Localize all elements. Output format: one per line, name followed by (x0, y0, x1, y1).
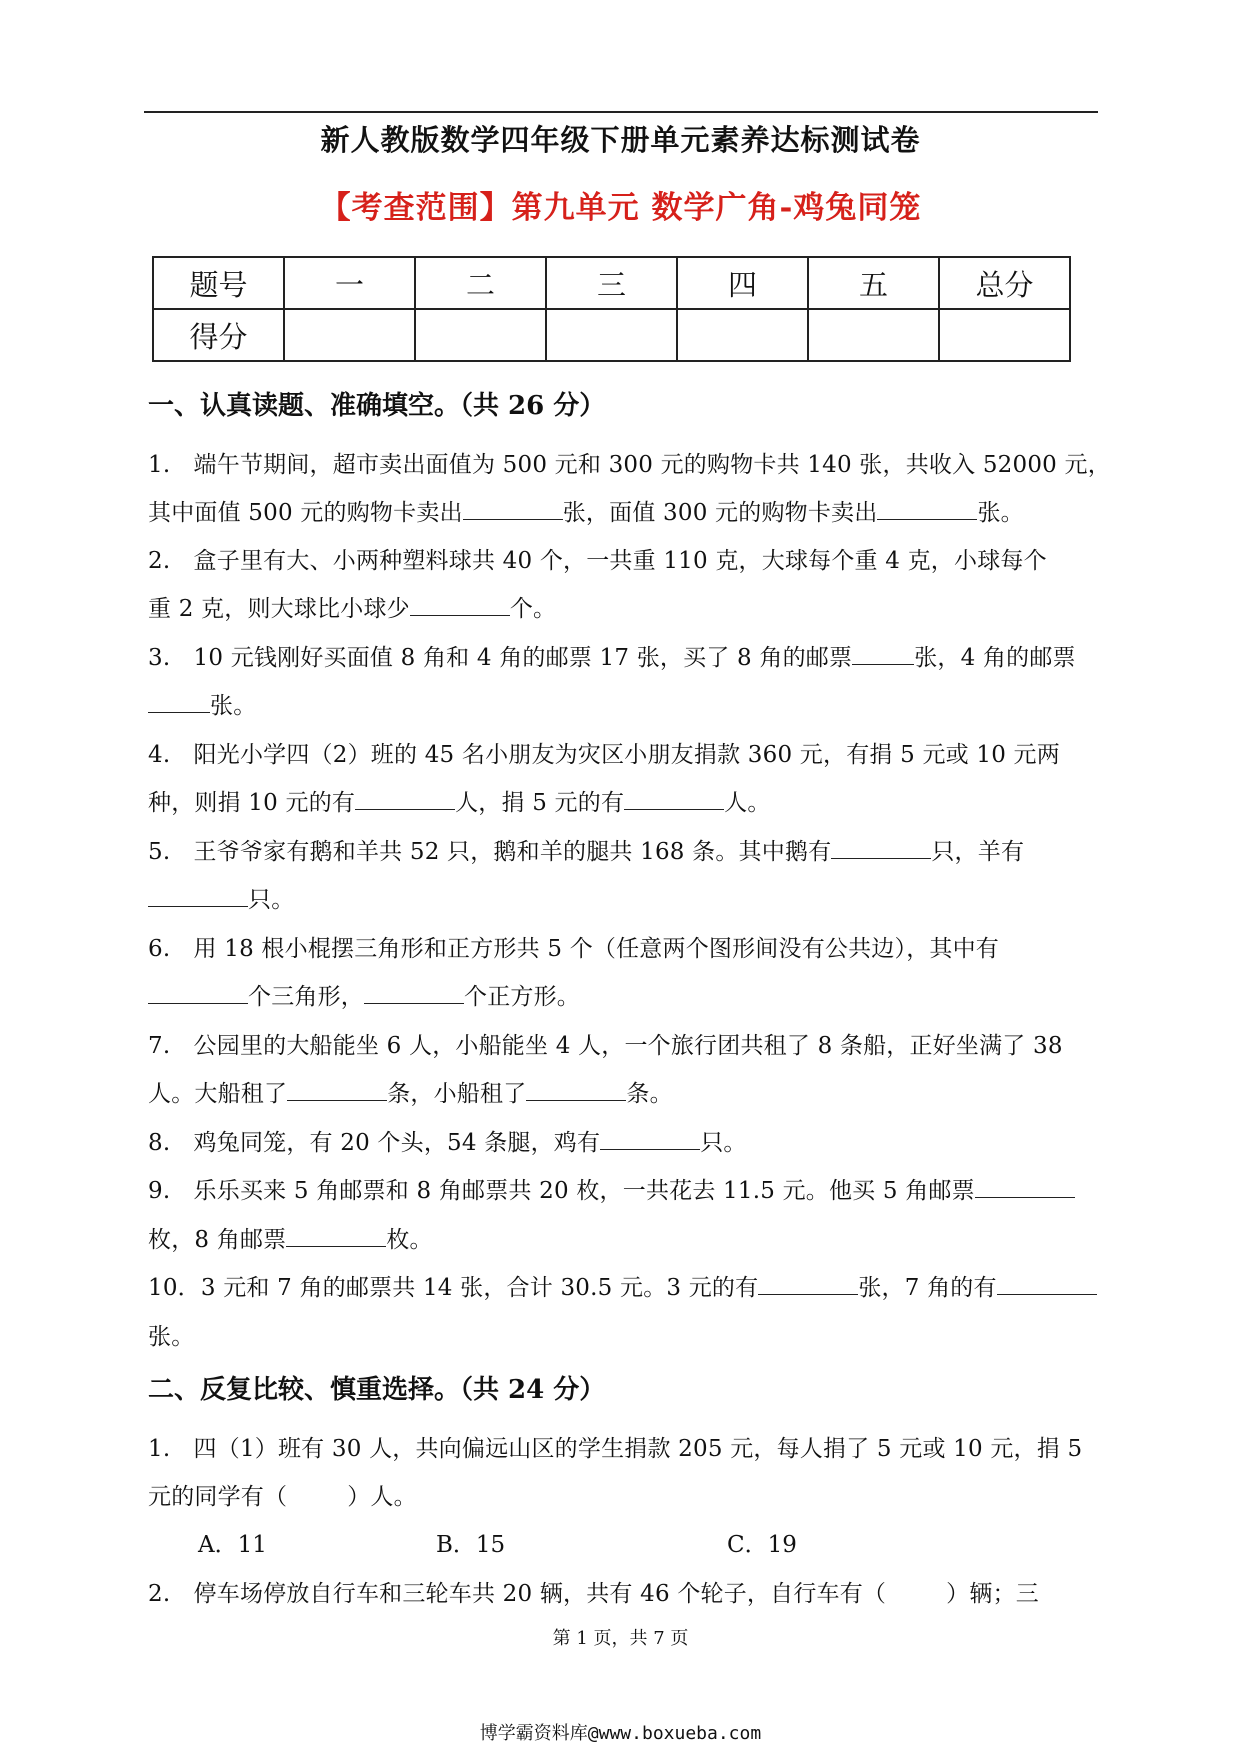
answer-blank[interactable] (410, 595, 510, 616)
question-line (148, 930, 1097, 963)
score-header-cell: 总分 (939, 257, 1070, 309)
question-line (148, 1221, 1097, 1254)
answer-blank[interactable] (287, 1080, 387, 1101)
score-header-cell: 四 (677, 257, 808, 309)
question-line (148, 784, 1097, 817)
answer-blank[interactable] (624, 789, 724, 810)
answer-blank[interactable] (355, 789, 455, 810)
question-text: 个。 (509, 596, 557, 622)
question-text: 人，捐 5 元的有 (455, 790, 625, 816)
answer-blank[interactable] (148, 692, 210, 713)
question-text: 枚，8 角邮票 (148, 1227, 287, 1253)
question-text: 5. 王爷爷家有鹅和羊共 52 只，鹅和羊的腿共 168 条。其中鹅有 (148, 839, 832, 865)
answer-blank[interactable] (463, 499, 563, 520)
question-text: 8. 鸡兔同笼，有 20 个头，54 条腿，鸡有 (148, 1130, 601, 1156)
question-text: 9. 乐乐买来 5 角邮票和 8 角邮票共 20 枚，一共花去 11.5 元。他买 5 角邮票 (148, 1178, 975, 1204)
option-c[interactable]: C．19 (727, 1532, 797, 1558)
answer-blank[interactable] (997, 1274, 1097, 1295)
question-text: 条。 (626, 1081, 673, 1107)
question-line (148, 1027, 1097, 1060)
question-text: 1. 端午节期间，超市卖出面值为 500 元和 300 元的购物卡共 140 张，共收入 52000 元， (148, 452, 1111, 478)
question-text: 重 2 克，则大球比小球少 (148, 596, 410, 622)
question-text: 张，4 角的邮票 (914, 645, 1076, 671)
question-line (148, 1318, 1097, 1351)
question-text: 只。 (700, 1130, 747, 1156)
answer-blank[interactable] (148, 983, 248, 1004)
answer-blank[interactable] (758, 1274, 858, 1295)
question-line (148, 494, 1097, 527)
score-cell[interactable] (546, 309, 677, 361)
score-table (152, 256, 1071, 362)
question-line (148, 1269, 1097, 1302)
question-line (148, 1575, 1097, 1608)
question-line (148, 1075, 1097, 1108)
question-text: 个三角形， (248, 984, 364, 1010)
question-text: 只。 (248, 887, 295, 913)
answer-blank[interactable] (600, 1129, 700, 1150)
source-watermark: 博学霸资料库@www.boxueba.com (479, 1723, 762, 1744)
question-line (148, 446, 1111, 479)
question-line (148, 833, 1097, 866)
question-text: 条，小船租了 (387, 1081, 527, 1107)
page-title: 新人教版数学四年级下册单元素养达标测试卷 (320, 123, 921, 157)
score-cell[interactable] (808, 309, 939, 361)
question-text: 枚。 (386, 1227, 433, 1253)
question-text: 张。 (210, 693, 257, 719)
score-table-score-row (153, 309, 1070, 361)
answer-blank[interactable] (526, 1080, 626, 1101)
question-line (148, 736, 1097, 769)
question-text: ）辆；三 (946, 1581, 1039, 1607)
question-text: 张，面值 300 元的购物卡卖出 (562, 500, 878, 526)
score-row-label: 得分 (153, 309, 284, 361)
question-text: ）人。 (347, 1484, 417, 1510)
question-line (148, 639, 1097, 672)
question-text: 其中面值 500 元的购物卡卖出 (148, 500, 463, 526)
question-text: 4. 阳光小学四（2）班的 45 名小朋友为灾区小朋友捐款 360 元，有捐 5 元或 10 元两 (148, 742, 1060, 768)
score-cell[interactable] (939, 309, 1070, 361)
question-line (148, 1172, 1097, 1205)
question-text: 人。 (724, 790, 771, 816)
score-cell[interactable] (284, 309, 415, 361)
score-cell[interactable] (677, 309, 808, 361)
question-text: 人。大船租了 (148, 1081, 288, 1107)
question-text: 3. 10 元钱刚好买面值 8 角和 4 角的邮票 17 张，买了 8 角的邮票 (148, 645, 853, 671)
question-line (148, 881, 1097, 914)
question-text: 张。 (977, 500, 1024, 526)
question-line (148, 590, 1097, 623)
question-line (148, 1430, 1097, 1463)
answer-blank[interactable] (286, 1226, 386, 1247)
score-cell[interactable] (415, 309, 546, 361)
question-text: 2. 盒子里有大、小两种塑料球共 40 个，一共重 110 克，大球每个重 4 克，小球每个 (148, 548, 1047, 574)
question-text: 张。 (148, 1324, 195, 1350)
question-text: 个正方形。 (464, 984, 580, 1010)
question-text: 2. 停车场停放自行车和三轮车共 20 辆，共有 46 个轮子，自行车有（ (148, 1581, 887, 1607)
question-line (148, 1478, 1097, 1511)
answer-blank[interactable] (364, 983, 464, 1004)
question-line (148, 1124, 1097, 1157)
question-text: 7. 公园里的大船能坐 6 人，小船能坐 4 人，一个旅行团共租了 8 条船，正好坐满了 38 (148, 1033, 1063, 1059)
question-text: 元的同学有（ (148, 1484, 288, 1510)
score-header-cell: 题号 (153, 257, 284, 309)
top-rule (144, 111, 1098, 113)
answer-blank[interactable] (975, 1177, 1075, 1198)
answer-blank[interactable] (148, 886, 248, 907)
question-text: 种，则捐 10 元的有 (148, 790, 356, 816)
option-a[interactable]: A．11 (198, 1532, 267, 1558)
question-line (148, 978, 1097, 1011)
question-text: 张，7 角的有 (858, 1275, 997, 1301)
section1-heading: 一、认真读题、准确填空。（共 26 分） (148, 391, 606, 421)
page-footer: 第 1 页，共 7 页 (552, 1628, 689, 1649)
score-header-cell: 五 (808, 257, 939, 309)
question-text: 1. 四（1）班有 30 人，共向偏远山区的学生捐款 205 元，每人捐了 5 元或 10 元，捐 5 (148, 1436, 1083, 1462)
question-text: 10．3 元和 7 角的邮票共 14 张，合计 30.5 元。3 元的有 (148, 1275, 759, 1301)
score-header-cell: 三 (546, 257, 677, 309)
question-line (148, 542, 1097, 575)
answer-blank[interactable] (852, 644, 914, 665)
question-text: 6. 用 18 根小棍摆三角形和正方形共 5 个（任意两个图形间没有公共边），其中有 (148, 936, 999, 962)
option-b[interactable]: B．15 (436, 1532, 506, 1558)
question-line (148, 687, 1097, 720)
exam-scope: 【考查范围】第九单元 数学广角-鸡兔同笼 (319, 190, 922, 226)
answer-blank[interactable] (831, 838, 931, 859)
score-header-cell: 一 (284, 257, 415, 309)
score-header-cell: 二 (415, 257, 546, 309)
answer-blank[interactable] (877, 499, 977, 520)
section2-heading: 二、反复比较、慎重选择。（共 24 分） (148, 1375, 606, 1405)
question-text: 只，羊有 (931, 839, 1025, 865)
score-table-header-row (153, 257, 1070, 309)
